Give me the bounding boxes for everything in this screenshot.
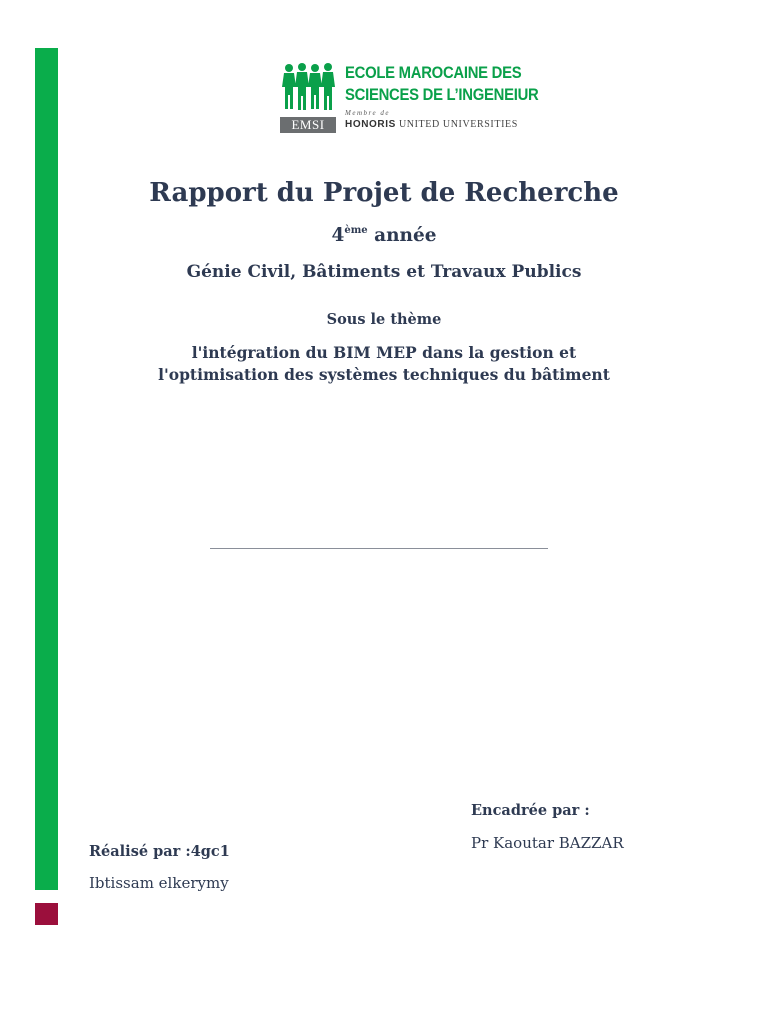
logo-figures-icon [280, 62, 338, 120]
year-superscript: ème [344, 225, 368, 236]
logo-school-name-line1: ECOLE MAROCAINE DES [345, 64, 522, 82]
supervisor-name: Pr Kaoutar BAZZAR [471, 834, 624, 852]
field-of-study: Génie Civil, Bâtiments et Travaux Publics [186, 262, 582, 282]
logo-honoris-bold: HONORIS [345, 119, 396, 130]
decorative-red-square [35, 903, 58, 925]
theme-label: Sous le thème [326, 311, 442, 328]
theme-line-2: l'optimisation des systèmes techniques du bâtiment [158, 365, 610, 384]
emsi-logo [280, 62, 539, 136]
year-number: 4 [331, 225, 345, 246]
theme-line-1: l'intégration du BIM MEP dans la gestion et [191, 343, 577, 362]
separator-line [210, 548, 548, 549]
logo-school-name-line2: SCIENCES DE L’INGENEIUR [345, 86, 539, 104]
report-title: Rapport du Projet de Recherche [149, 178, 619, 208]
supervisor-label: Encadrée par : [471, 802, 590, 819]
year-word: année [374, 225, 437, 246]
author-label: Réalisé par :4gc1 [89, 843, 230, 860]
theme-text [0, 342, 768, 386]
logo-honoris-text [345, 119, 518, 130]
decorative-green-bar [35, 48, 58, 890]
logo-emsi-wordmark: EMSI [280, 117, 336, 133]
academic-year [0, 225, 768, 246]
logo-membre-text: Membre de [345, 109, 390, 117]
logo-honoris-rest: UNITED UNIVERSITIES [398, 119, 518, 130]
author-name: Ibtissam elkerymy [89, 874, 229, 892]
